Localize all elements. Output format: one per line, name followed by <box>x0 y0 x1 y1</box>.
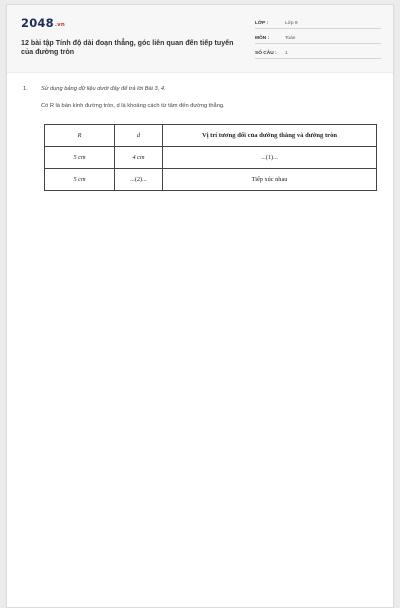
site-logo[interactable] <box>21 16 65 30</box>
worksheet-header <box>7 5 393 73</box>
meta-value: 1 <box>285 51 288 56</box>
question-number: 1. <box>23 86 28 92</box>
data-table <box>44 124 377 191</box>
meta-value: Lớp 9 <box>285 21 298 26</box>
question-description: Có R là bán kính đường tròn, d là khoảng cách từ tâm đến đường thẳng. <box>41 103 225 109</box>
logo-suffix: .vn <box>54 22 66 28</box>
table-cell-blank: ...(2)... <box>115 169 163 191</box>
table-cell: Tiếp xúc nhau <box>163 169 377 191</box>
meta-value: Toán <box>285 36 296 41</box>
meta-label: SỐ CÂU : <box>255 51 277 56</box>
meta-row-subject <box>255 31 381 44</box>
worksheet-page <box>6 4 394 608</box>
meta-label: LỚP : <box>255 21 269 26</box>
table-cell: 5 cm <box>45 169 115 191</box>
meta-label: MÔN : <box>255 36 270 41</box>
meta-row-question-count <box>255 46 381 59</box>
column-header-d: d <box>115 125 163 147</box>
table-row <box>45 147 377 169</box>
table-cell: 5 cm <box>45 147 115 169</box>
column-header-r: R <box>45 125 115 147</box>
table-cell-blank: ...(1)... <box>163 147 377 169</box>
document-title: 12 bài tập Tính độ dài đoạn thẳng, góc liên quan đến tiếp tuyến của đường tròn <box>21 39 234 57</box>
column-header-position: Vị trí tương đối của đường thẳng và đường tròn <box>163 125 377 147</box>
question-prompt: Sử dụng bảng dữ liệu dưới đây để trả lời Bài 3, 4. <box>41 86 166 92</box>
table-cell: 4 cm <box>115 147 163 169</box>
table-row <box>45 169 377 191</box>
table-header-row <box>45 125 377 147</box>
meta-info <box>255 16 381 61</box>
meta-row-grade <box>255 16 381 29</box>
logo-text: 2048 <box>21 16 54 30</box>
